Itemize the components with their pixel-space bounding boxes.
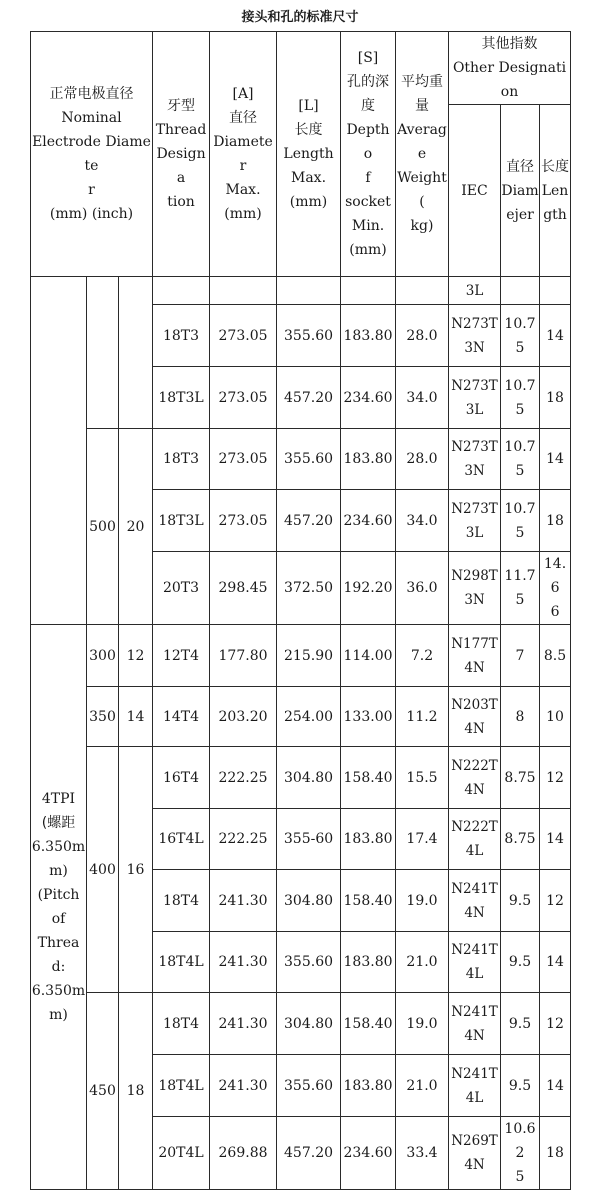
cell-line: 10.62 [504,1121,536,1161]
length-cell: 355-60 [277,809,341,870]
cell-line: gth [543,206,567,223]
od-length-cell [540,277,571,305]
diameter-cell [210,277,277,305]
cell-line: 4N [464,659,485,676]
od-diameter-cell [501,277,540,305]
cell-line: 3N [464,339,485,356]
cell-line: [L] [298,98,319,114]
cell-line: 长度 [541,158,570,175]
cell-line: 14 [546,327,564,344]
od-length-cell [540,687,571,747]
iec-cell [449,687,501,747]
cell-line: 14 [546,831,564,847]
weight-cell: 28.0 [396,305,449,367]
thread-cell: 20T4L [153,1117,210,1190]
weight-cell: 21.0 [396,1055,449,1117]
length-cell: 457.20 [277,1117,341,1190]
cell-line: 3L [465,524,484,541]
weight-cell: 21.0 [396,932,449,993]
diameter-cell: 273.05 [210,490,277,552]
thread-cell: 18T4L [153,932,210,993]
weight-cell: 19.0 [396,993,449,1055]
iec-cell [449,932,501,993]
iec-cell [449,809,501,870]
iec-cell [449,552,501,625]
thread-cell: 18T3L [153,367,210,429]
od-length-cell [540,932,571,993]
od-length-cell [540,1055,571,1117]
header-average-weight [396,32,449,277]
iec-cell [449,367,501,429]
diameter-cell: 222.25 [210,809,277,870]
iec-cell [449,747,501,809]
diameter-cell: 241.30 [210,932,277,993]
cell-line: 3N [464,463,485,479]
cell-line: Length [283,146,334,162]
length-cell: 215.90 [277,625,341,687]
iec-cell [449,993,501,1055]
cell-line: (mm) (inch) [49,206,134,222]
iec-cell [449,625,501,687]
cell-line: N177T [451,635,498,652]
length-cell: 304.80 [277,870,341,932]
group-mm-500: 500 [87,429,119,625]
cell-line: 3L [465,282,484,299]
cell-line: (mm) [289,194,328,210]
cell-line: Averag [397,122,447,138]
cell-line: Max. [225,182,261,198]
cell-line: kg) [410,218,434,234]
od-diameter-cell [501,1117,540,1190]
thread-cell: 12T4 [153,625,210,687]
cell-line: N273T [451,377,498,394]
header-nominal-diameter [31,32,153,277]
cell-line: Thread [155,122,207,138]
cell-line: 8.75 [504,769,536,786]
cell-line: N269T [451,1133,498,1149]
cell-line: 18 [546,1145,564,1161]
diameter-cell: 273.05 [210,429,277,490]
cell-line: N273T [451,500,498,517]
cell-line: 6.350m [31,839,86,855]
weight-cell [396,277,449,305]
header-diameter-max [210,32,277,277]
cell-line: 3N [464,592,485,608]
group-mm-300: 300 [87,625,119,687]
od-diameter-cell [501,305,540,367]
cell-line: N241T [451,880,498,897]
cell-line: 10.75 [504,315,536,356]
depth-cell: 133.00 [341,687,396,747]
od-length-cell [540,552,571,625]
cell-line: 6 [550,604,560,620]
cell-line: N203T [451,696,498,713]
depth-cell: 158.40 [341,747,396,809]
diameter-cell: 203.20 [210,687,277,747]
cell-line: 9.5 [508,1015,532,1032]
cell-line: N241T [451,1003,498,1020]
group-mm-400: 400 [87,747,119,993]
cell-line: Diam [501,182,539,199]
header-od-length [540,105,571,277]
cell-line: 直径 [229,110,258,126]
depth-cell: 234.60 [341,490,396,552]
cell-line: 14 [546,954,564,970]
od-diameter-cell [501,993,540,1055]
depth-cell: 234.60 [341,367,396,429]
thread-cell: 18T3 [153,305,210,367]
cell-line: 14 [546,1077,564,1094]
cell-line: Max. [291,170,327,186]
weight-cell: 36.0 [396,552,449,625]
cell-line: 9.5 [508,1077,532,1094]
weight-cell: 19.0 [396,870,449,932]
cell-line: 14.6 [543,556,567,596]
od-length-cell [540,625,571,687]
cell-line: Len [541,182,569,199]
cell-line: 4N [464,781,485,798]
length-cell: 355.60 [277,305,341,367]
length-cell: 304.80 [277,993,341,1055]
cell-line: ejer [506,206,534,223]
thread-cell: 14T4 [153,687,210,747]
cell-line: 4N [464,720,485,737]
cell-line: 18 [546,389,564,406]
header-od-diameter [501,105,540,277]
cell-line: Thread: [37,935,80,975]
iec-cell [449,1055,501,1117]
cell-line: 12 [546,892,564,909]
cell-line: 4L [465,966,484,982]
cell-line: (螺距 [41,815,76,831]
cell-line: 9.5 [508,954,532,970]
spec-table [30,31,571,1190]
group-blank-cell [31,277,87,625]
depth-cell: 183.80 [341,429,396,490]
cell-line: 6.350m [31,983,86,999]
od-diameter-cell [501,367,540,429]
od-diameter-cell [501,625,540,687]
depth-cell [341,277,396,305]
length-cell: 304.80 [277,747,341,809]
table-row [31,993,571,1055]
depth-cell: 234.60 [341,1117,396,1190]
thread-cell: 18T3 [153,429,210,490]
od-diameter-cell [501,429,540,490]
od-diameter-cell [501,490,540,552]
cell-line: 量 [415,98,430,114]
cell-line: 8 [515,708,525,725]
thread-cell: 18T4 [153,993,210,1055]
diameter-cell: 222.25 [210,747,277,809]
cell-line: [A] [232,86,254,102]
thread-cell: 18T3L [153,490,210,552]
weight-cell: 28.0 [396,429,449,490]
iec-cell [449,1117,501,1190]
diameter-cell: 269.88 [210,1117,277,1190]
od-diameter-cell [501,932,540,993]
depth-cell: 183.80 [341,932,396,993]
cell-line: Diameter [213,134,273,174]
length-cell: 355.60 [277,429,341,490]
thread-cell [153,277,210,305]
table-row [31,687,571,747]
cell-line: socket [345,194,391,210]
cell-line: N222T [451,757,498,774]
cell-line: (Pitch [37,887,80,903]
cell-line: 度 [361,98,376,114]
cell-line: Depth o [346,122,390,162]
page-title: 接头和孔的标准尺寸 [241,10,359,25]
cell-line: e [417,146,427,162]
cell-line: 4N [464,1027,485,1044]
cell-line: 14 [546,451,564,467]
cell-line: 其他指数 [481,36,538,52]
cell-line: 8.75 [504,831,536,847]
od-diameter-cell [501,687,540,747]
cell-line: 8.5 [543,647,567,664]
od-length-cell [540,429,571,490]
diameter-cell: 298.45 [210,552,277,625]
cell-line: 12 [546,1015,564,1032]
depth-cell: 158.40 [341,870,396,932]
thread-cell: 16T4 [153,747,210,809]
cell-line: 平均重 [401,74,444,90]
depth-cell: 183.80 [341,809,396,870]
table-row [31,625,571,687]
diameter-cell: 273.05 [210,305,277,367]
depth-cell: 114.00 [341,625,396,687]
table-body [31,277,571,1190]
od-diameter-cell [501,552,540,625]
length-cell: 355.60 [277,932,341,993]
diameter-cell: 241.30 [210,993,277,1055]
header-socket-depth [341,32,396,277]
cell-line: Electrode Diamete [32,134,151,174]
cell-line: N222T [451,819,498,835]
cell-line: 12 [546,769,564,786]
group-mm-450: 450 [87,993,119,1190]
group-mm-blank [87,277,119,429]
table-header [31,32,571,277]
cell-line: 4L [465,843,484,859]
header-thread-designation [153,32,210,277]
diameter-cell: 177.80 [210,625,277,687]
length-cell: 372.50 [277,552,341,625]
weight-cell: 11.2 [396,687,449,747]
group-inch-350: 14 [119,687,153,747]
cell-line: 直径 [506,158,535,175]
od-diameter-cell [501,1055,540,1117]
cell-line: 4N [464,904,485,921]
weight-cell: 17.4 [396,809,449,870]
iec-cell [449,429,501,490]
cell-line: 18 [546,512,564,529]
cell-line: 10.75 [504,500,536,541]
group-inch-300: 12 [119,625,153,687]
cell-line: 9.5 [508,892,532,909]
od-diameter-cell [501,747,540,809]
cell-line: 牙型 [167,98,196,114]
weight-cell: 7.2 [396,625,449,687]
weight-cell: 33.4 [396,1117,449,1190]
length-cell: 457.20 [277,490,341,552]
od-diameter-cell [501,809,540,870]
iec-cell [449,305,501,367]
group-inch-blank [119,277,153,429]
cell-line: Designa [156,146,206,186]
cell-line: r [88,182,95,198]
cell-line: 5 [515,1169,525,1185]
diameter-cell: 241.30 [210,1055,277,1117]
weight-cell: 34.0 [396,367,449,429]
thread-cell: 16T4L [153,809,210,870]
cell-line: Nominal [61,110,122,126]
od-length-cell [540,747,571,809]
od-diameter-cell [501,870,540,932]
cell-line: f [365,170,371,186]
thread-cell: 18T4L [153,1055,210,1117]
cell-line: Min. [351,218,385,234]
iec-cell [449,277,501,305]
group-inch-500: 20 [119,429,153,625]
length-cell [277,277,341,305]
depth-cell: 192.20 [341,552,396,625]
od-length-cell [540,305,571,367]
cell-line: (mm) [224,206,262,222]
group-inch-450: 18 [119,993,153,1190]
cell-line: tion [167,194,195,210]
cell-line: 10 [546,708,564,725]
table-row [31,429,571,490]
weight-cell: 15.5 [396,747,449,809]
weight-cell: 34.0 [396,490,449,552]
od-length-cell [540,1117,571,1190]
cell-line: N241T [451,942,498,958]
header-iec: IEC [449,105,501,277]
header-other-designation [449,32,571,105]
od-length-cell [540,367,571,429]
od-length-cell [540,490,571,552]
cell-line: 10.75 [504,377,536,418]
cell-line: 孔的深 [347,74,390,90]
od-length-cell [540,809,571,870]
header-length-max [277,32,341,277]
cell-line: [S] [357,50,379,66]
cell-line: m) [49,1007,68,1023]
od-length-cell [540,993,571,1055]
diameter-cell: 273.05 [210,367,277,429]
cell-line: 7 [515,647,525,664]
thread-cell: 18T4 [153,870,210,932]
cell-line: Other Designation [452,60,567,100]
group-mm-350: 350 [87,687,119,747]
cell-line: 3L [465,401,484,418]
cell-line: 4N [464,1157,485,1173]
iec-cell [449,490,501,552]
table-row [31,277,571,305]
length-cell: 254.00 [277,687,341,747]
cell-line: N298T [451,568,498,584]
depth-cell: 158.40 [341,993,396,1055]
pitch-label-cell [31,625,87,1190]
cell-line: N241T [451,1065,498,1082]
iec-cell [449,870,501,932]
group-inch-400: 16 [119,747,153,993]
od-length-cell [540,870,571,932]
thread-cell: 20T3 [153,552,210,625]
cell-line: 长度 [294,122,323,138]
cell-line: m) [49,863,68,879]
cell-line: 正常电极直径 [49,86,134,102]
cell-line: of [51,911,66,927]
cell-line: 4TPI [41,791,76,807]
depth-cell: 183.80 [341,1055,396,1117]
cell-line: N273T [451,315,498,332]
cell-line: (mm) [349,242,387,258]
length-cell: 355.60 [277,1055,341,1117]
table-row [31,747,571,809]
cell-line: 11.75 [504,568,536,608]
cell-line: 10.75 [504,439,536,479]
cell-line: Weight( [397,170,447,210]
cell-line: N273T [451,439,498,455]
diameter-cell: 241.30 [210,870,277,932]
cell-line: 4L [465,1089,484,1106]
depth-cell: 183.80 [341,305,396,367]
length-cell: 457.20 [277,367,341,429]
